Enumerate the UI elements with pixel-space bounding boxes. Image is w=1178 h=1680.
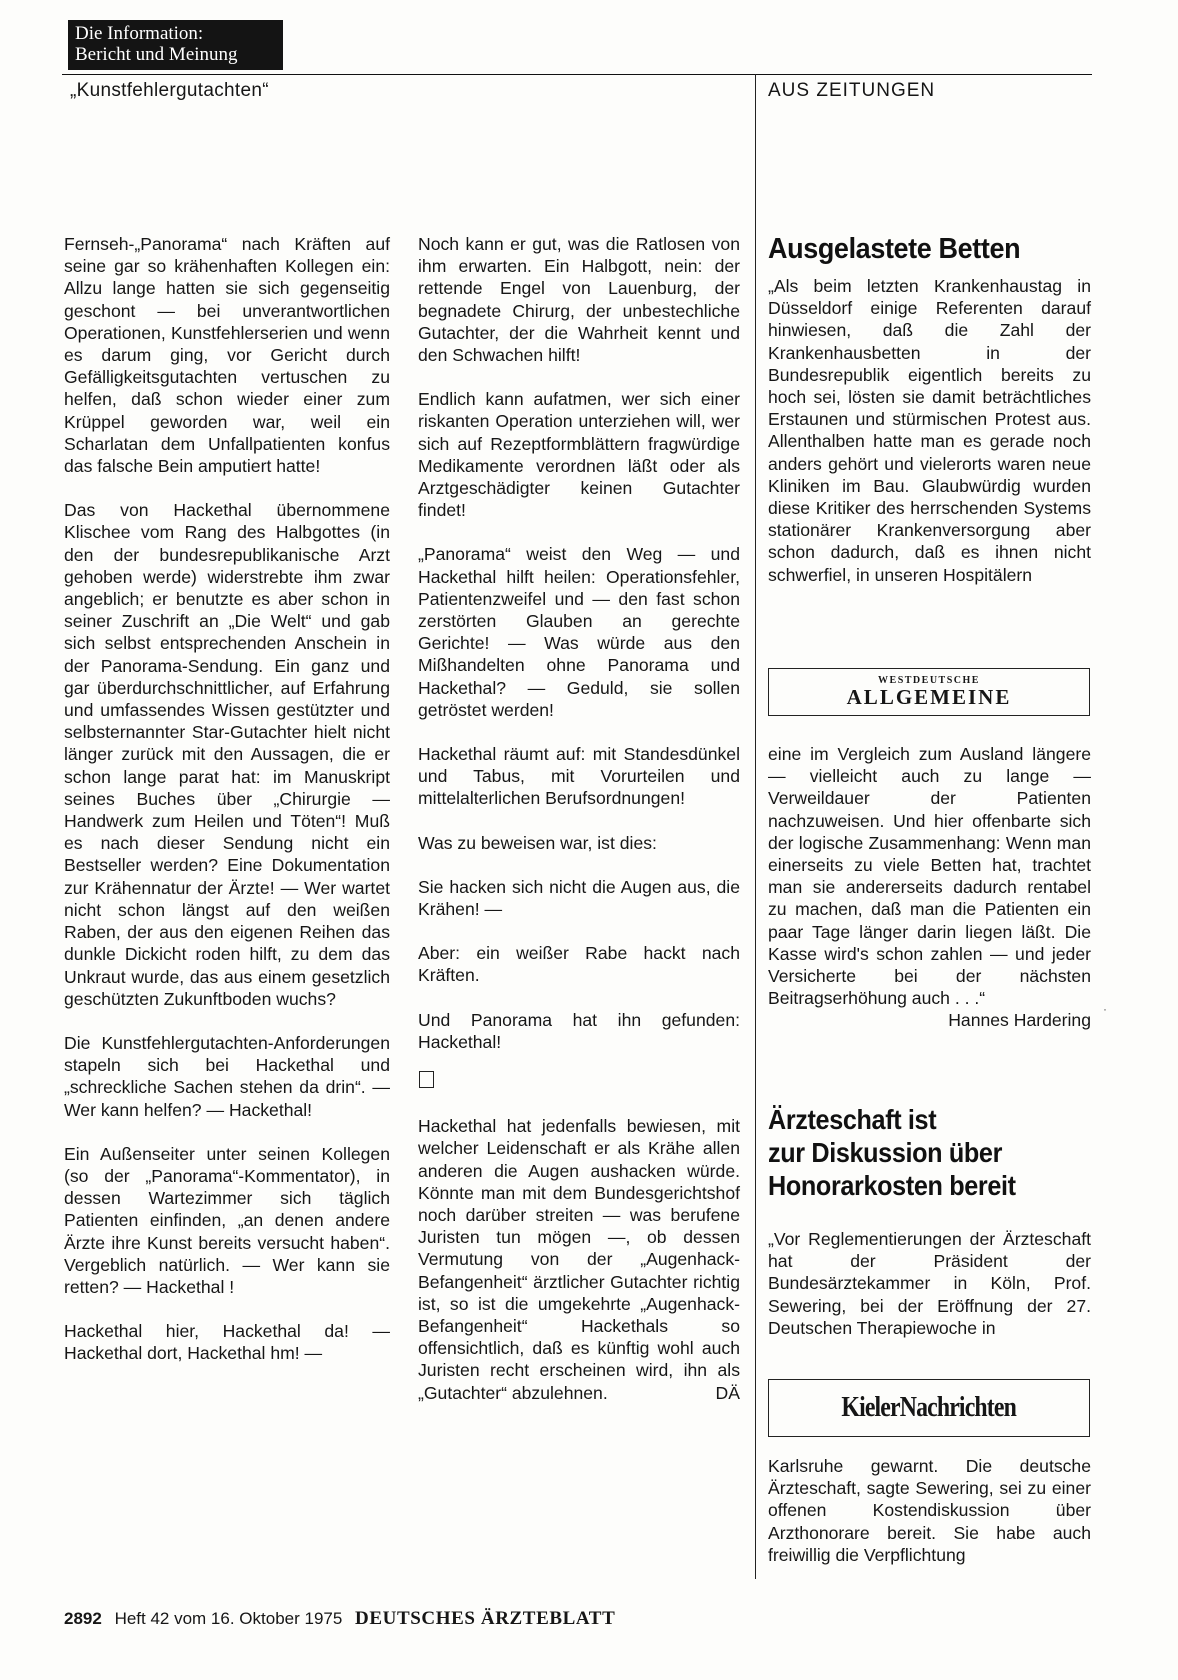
paragraph: Fernseh-„Panorama“ nach Kräften auf seine gar so krähenhaften Kollegen ein: Allzu lange hatten sie sich gegenseitig geschont — bei unverantwortlichen Operationen, Kunstfehlerserien und wenn es darum ging, vor Gericht durch Gefälligkeitsgutachten vertuschen zu helfen, daß schon wieder einer zum Krüppel geworden war, weil ein Scharlatan dem Unfallpatienten konfus das falsche Bein amputiert hatte! — [64, 234, 390, 477]
newspaper-logo-kieler-nachrichten — [768, 1379, 1090, 1437]
paragraph — [418, 1115, 740, 1404]
paragraph: Noch kann er gut, was die Ratlosen von ihm erwarten. Ein Halbgott, nein: der rettende Engel von Lauenburg, der begnadete Chirurg, der unbestechliche Gutachter, der die Wahrheit kennt und den Schwachen hilft! — [418, 234, 740, 366]
logo-big-text: ALLGEMEINE — [846, 685, 1012, 709]
column-1 — [64, 233, 390, 1387]
paragraph: Karlsruhe gewarnt. Die deutsche Ärzteschaft, sagte Sewering, sei zu einer offenen Kostendiskussion über Arzthonorare bereit. Sie habe auch freiwillig die Verpflichtung — [768, 1456, 1091, 1565]
closing-paragraph-text: Hackethal hat jedenfalls bewiesen, mit welcher Leidenschaft er als Krähe allen anderen die Augen aushacken würde. Könnte man mit dem Bundesgerichtshof noch darüber streiten — was berufene Juristen tun mögen —, ob dessen Vermutung von der „Augenhack-Befangenheit“ ärztlicher Gutachter richtig ist, so ist die umgekehrte „Augenhack-Befangenheit“ Hackethals so offensichtlich, daß es künftig wohl auch Juristen recht erscheinen wird, ihn als „Gutachter“ abzulehnen. — [418, 1116, 740, 1403]
paragraph: Aber: ein weißer Rabe hackt nach Kräften. — [418, 943, 740, 986]
column-2 — [418, 233, 740, 1404]
header-rule — [62, 74, 1092, 75]
headline-line-1: Ärzteschaft ist — [768, 1104, 937, 1135]
paragraph: Die Kunstfehlergutachten-Anforderungen stapeln sich bei Hackethal und „schreckliche Sachen stehen da drin“. — Wer kann helfen? — Hackethal! — [64, 1032, 390, 1120]
masthead-box — [68, 20, 283, 70]
headline-line-3: Honorarkosten bereit — [768, 1170, 1016, 1201]
paragraph: „Vor Reglementierungen der Ärzteschaft hat der Präsident der Bundesärztekammer in Köln, Prof. Sewering, bei der Eröffnung der 27. Deutschen Therapiewoche in — [768, 1229, 1091, 1338]
page-footer — [64, 1608, 615, 1630]
paragraph: Was zu beweisen war, ist dies: — [418, 832, 657, 853]
paragraph: Das von Hackethal übernommene Klischee vom Rang des Halbgottes (in den der bundesrepublikanische Arzt gehoben werde) widerstrebte ihm zwar angeblich; er benutzte es aber schon in seiner Zuschrift an „Die Welt“ und gab sich selbst entsprechenden Anschein in der Panorama-Sendung. Ein ganz und gar überdurchschnittlicher, auf Erfahrung und umfassendes Wissen gestützter und selbsternannter Star-Gutachter hielt nicht länger zurück mit den Aussagen, die er schon lange parat hat: im Manuskript seines Buches über „Chirurgie — Handwerk zum Heilen und Töten“! Muß es nach dieser Sendung nicht ein Bestseller werden? Eine Dokumentation zur Krähennatur der Ärzte! — Wer wartet nicht schon längst auf den weißen Raben, der aus den eigenen Reihen das dunkle Dickicht roden hilft, zu dem das Unkraut wurde, das aus einem gesetzlich geschützten Zukunftboden wuchs? — [64, 500, 390, 1009]
author: Hannes Hardering — [948, 1010, 1091, 1031]
paragraph: eine im Vergleich zum Ausland längere — vielleicht auch zu lange — Verweildauer der Patienten nachzuweisen. Und hier offenbarte sich der logische Zusammenhang: Wenn man einerseits zu viele Betten hat, trachtet man sie andererseits dadurch rentabel zu machen, daß man die Patienten ein paar Tage länger darin liegen läßt. Die Kasse wird's schon zahlen — und jeder Versicherte bei der nächsten Beitragserhöhung auch . . .“ — [768, 744, 1091, 1009]
headline-ausgelastete-betten: Ausgelastete Betten — [768, 233, 1021, 265]
article2-text-2 — [768, 1455, 1091, 1566]
paragraph: Hackethal räumt auf: mit Standesdünkel und Tabus, mit Vorurteilen und mittelalterlichen Berufsordnungen! — [418, 744, 740, 809]
margin-mark: · — [1103, 1002, 1107, 1016]
article1-text-1 — [768, 275, 1091, 586]
paragraph: „Als beim letzten Krankenhaustag in Düsseldorf einige Referenten darauf hinwiesen, daß die Zahl der Krankenhausbetten in der Bundesrepublik eigentlich bereits zu hoch sei, lösten sie damit beträchtliches Erstaunen und stürmischen Protest aus. Allenthalben hatte man es gerade noch anders gehört und vielerorts waren neue Kliniken im Bau. Glaubwürdig wurden diese Kritiker des herrschenden Systems stationärer Krankenversorgung aber schon dadurch, daß es ihnen nicht schwerfiel, in unseren Hospitälern — [768, 276, 1091, 585]
end-mark-wrap — [418, 1067, 740, 1087]
article2-text-1 — [768, 1228, 1091, 1339]
headline-aerzteschaft — [768, 1103, 1016, 1202]
masthead-line-2: Bericht und Meinung — [75, 44, 238, 65]
kicker: „Kunstfehlergutachten“ — [70, 80, 269, 101]
paragraph: Endlich kann aufatmen, wer sich einer riskanten Operation unterziehen will, wer sich auf Rezeptformblättern fragwürdige Medikamente verordnen läßt oder als Arztgeschädigter keinen Gutachter findet! — [418, 389, 740, 521]
paragraph: Ein Außenseiter unter seinen Kollegen (so der „Panorama“-Kommentator), in dessen Wartezimmer sich täglich Patienten einfinden, „an denen andere Ärzte ihre Kunst bereits versucht haben“. Vergeblich natürlich. — Wer kann sie retten? — Hackethal ! — [64, 1143, 390, 1297]
logo-text: KielerNachrichten — [841, 1392, 1017, 1423]
signature-initials: DÄ — [715, 1382, 740, 1403]
column-rule — [755, 74, 756, 1579]
paragraph: Sie hacken sich nicht die Augen aus, die Krähen! — — [418, 876, 740, 920]
section-label: AUS ZEITUNGEN — [768, 80, 936, 101]
page-number: 2892 — [64, 1609, 102, 1628]
issue-info: Heft 42 vom 16. Oktober 1975 — [114, 1609, 343, 1628]
newspaper-logo-waz — [768, 668, 1090, 716]
headline-line-2: zur Diskussion über — [768, 1137, 1003, 1168]
end-square-icon — [419, 1071, 434, 1088]
paragraph: Und Panorama hat ihn gefunden: Hackethal! — [418, 1009, 740, 1052]
paragraph: „Panorama“ weist den Weg — und Hackethal hilft heilen: Operationsfehler, Patientenzweifel und — den fast schon zerstörten Glauben an gerechte Gerichte! — Was würde aus den Mißhandelten ohne Panorama und Hackethal? — Geduld, sie sollen getröstet werden! — [418, 544, 740, 720]
logo-small-text: WESTDEUTSCHE — [878, 675, 980, 686]
magazine-name: DEUTSCHES ÄRZTEBLATT — [355, 1608, 616, 1629]
article1-text-2 — [768, 743, 1091, 1032]
paragraph: Hackethal hier, Hackethal da! — Hackethal dort, Hackethal hm! — — [64, 1321, 390, 1364]
masthead-line-1: Die Information: — [75, 23, 204, 44]
